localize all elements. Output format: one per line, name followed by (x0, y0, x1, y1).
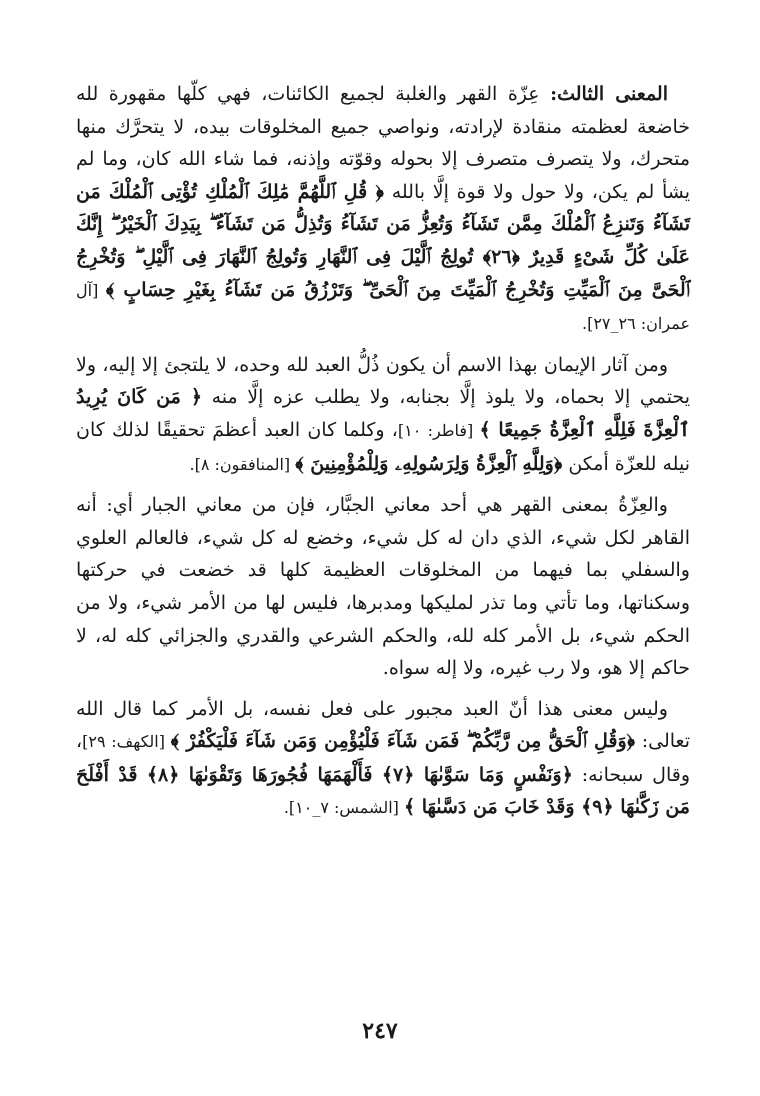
paragraph-1 (76, 78, 690, 341)
paragraph-text: ، وكلما كان العبد أعظمَ تحقيقًا لذلك كان نيله للعزّة أمكن (76, 418, 690, 475)
paragraph-text: عِزّة القهر والغلبة لجميع الكائنات، فهي كلّها مقهورة لله خاضعة لعظمته منقادة لإرادته، ونواصي جميع المخلوقات بيده، لا يتحرَّك منها متحرك، ولا يتصرف متصرف إلا بحوله وقوّته وإذنه، فما شاء الله كان، وما لم يشأ لم يكن، ولا حول ولا قوة إلَّا بالله (76, 83, 690, 203)
page-number: ٢٤٧ (362, 1018, 398, 1044)
paragraph-4 (76, 693, 690, 825)
paragraph-text: ومن آثار الإيمان بهذا الاسم أن يكون ذُلُّ العبد لله وحده، لا يلتجئ إلا إليه، ولا يحتمي إلا بحماه، ولا يلوذ إلَّا بجنابه، ولا يطلب عزه إلَّا منه (76, 353, 690, 409)
paragraph-2 (76, 349, 690, 481)
paragraph-lead: المعنى الثالث: (550, 83, 668, 105)
paragraph-text: وليس معنى هذا أنّ العبد مجبور على فعل نفسه، بل الأمر كما قال الله تعالى: (76, 697, 690, 753)
quran-verse: ﴿وَنَفْسٍ وَمَا سَوَّىٰهَا ﴿٧﴾ فَأَلْهَمَهَا فُجُورَهَا وَتَقْوَىٰهَا ﴿٨﴾ قَدْ أَفْلَحَ مَن زَكَّىٰهَا ﴿٩﴾ وَقَدْ خَابَ مَن دَسَّىٰهَا ﴾ (76, 763, 690, 819)
verse-citation: [المنافقون: ٨]. (189, 454, 296, 474)
paragraph-text: والعِزّةُ بمعنى القهر هي أحد معاني الجبَّار، فإن من معاني الجبار أي: أنه القاهر لكل شيء، الذي دان له كل شيء، وخضع له كل شيء، فالعالم العلوي والسفلي بما فيهما من المخلوقات العظيمة كلها قد خضعت في حركتها وسكناتها، وما تأتي وما تذر لمليكها ومدبرها، فليس لها من الأمر شيء، ولا من الحكم شيء، بل الأمر كله لله، والحكم الشرعي والقدري والجزائي كله له، لا حاكم إلا هو، ولا رب غيره، ولا إله سواه. (76, 494, 690, 680)
verse-citation: [الشمس: ٧_١٠]. (283, 798, 404, 818)
paragraph-3 (76, 489, 690, 685)
quran-verse: ﴿وَلِلَّهِ ٱلْعِزَّةُ وَلِرَسُولِهِۦ وَلِلْمُؤْمِنِينَ ﴾ (295, 452, 563, 475)
book-page (76, 78, 690, 978)
verse-citation: [الكهف: ٢٩] (82, 732, 171, 752)
verse-citation: [آل عمران: ٢٦_٢٧]. (76, 280, 690, 334)
quran-verse: ﴿وَقُلِ ٱلْحَقُّ مِن رَّبِّكُمْ ۖ فَمَن شَآءَ فَلْيُؤْمِن وَمَن شَآءَ فَلْيَكْفُرْ ﴾ (170, 730, 636, 753)
quran-verse: ﴿ قُلِ ٱللَّهُمَّ مَٰلِكَ ٱلْمُلْكِ تُؤْتِى ٱلْمُلْكَ مَن تَشَآءُ وَتَنزِعُ ٱلْمُلْكَ مِمَّن تَشَآءُ وَتُعِزُّ مَن تَشَآءُ وَتُذِلُّ مَن تَشَآءُ ۖ بِيَدِكَ ٱلْخَيْرُ ۖ إِنَّكَ عَلَىٰ كُلِّ شَىْءٍ قَدِيرٌ ﴿٢٦﴾ تُولِجُ ٱلَّيْلَ فِى ٱلنَّهَارِ وَتُولِجُ ٱلنَّهَارَ فِى ٱلَّيْلِ ۖ وَتُخْرِجُ ٱلْحَىَّ مِنَ ٱلْمَيِّتِ وَتُخْرِجُ ٱلْمَيِّتَ مِنَ ٱلْحَىِّ ۖ وَتَرْزُقُ مَن تَشَآءُ بِغَيْرِ حِسَابٍ ﴾ (76, 180, 690, 301)
verse-citation: [فاطر: ١٠] (397, 420, 480, 440)
quran-verse: ﴿ مَن كَانَ يُرِيدُ ٱلْعِزَّةَ فَلِلَّهِ ٱلْعِزَّةُ جَمِيعًا ﴾ (76, 386, 690, 441)
paragraph-text: ، وقال سبحانه: (76, 730, 691, 786)
